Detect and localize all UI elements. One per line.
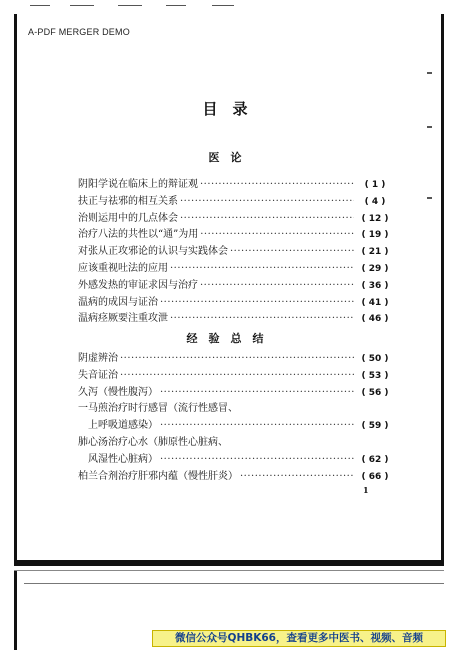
leader-dots [230, 244, 354, 261]
toc-list-medical-essays [78, 177, 394, 328]
scan-mark [427, 197, 432, 199]
entry-page: ( 53 ) [361, 370, 389, 381]
toc-list-experience-summary [78, 351, 394, 485]
entry-title: 阴阳学说在临床上的辩证观 [78, 179, 198, 190]
toc-entry[interactable] [78, 435, 394, 452]
entry-page: ( 36 ) [361, 280, 389, 291]
entry-title: 温病痉厥要注重攻泄 [78, 313, 168, 325]
toc-entry[interactable] [78, 261, 394, 278]
toc-entry[interactable] [78, 469, 394, 486]
leader-dots [200, 177, 354, 194]
leader-dots [120, 368, 354, 385]
toc-entry[interactable] [78, 311, 394, 328]
entry-page: ( 19 ) [361, 230, 389, 241]
entry-page: ( 29 ) [361, 263, 389, 274]
toc-entry[interactable] [78, 244, 394, 261]
entry-page: ( 12 ) [361, 213, 389, 224]
entry-title: 肺心汤治疗心水（肺原性心脏病、 [78, 436, 228, 448]
leader-dots [170, 261, 354, 278]
separator [70, 5, 94, 6]
watermark-text: A-PDF MERGER DEMO [28, 27, 130, 37]
leader-dots [200, 278, 354, 295]
scan-mark [427, 72, 432, 74]
leader-dots [160, 385, 354, 402]
leader-dots [170, 311, 354, 328]
leader-dots [180, 211, 354, 228]
entry-page: ( 41 ) [361, 297, 389, 308]
leader-dots [120, 351, 354, 368]
top-toolbar-strip [0, 0, 450, 12]
separator [118, 5, 142, 6]
entry-page: ( 56 ) [361, 387, 389, 398]
page-separator [14, 570, 444, 571]
page-title: 目 录 [202, 100, 248, 118]
entry-title: 柏兰合剂治疗肝邪内蕴（慢性肝炎） [78, 470, 238, 482]
entry-title: 扶正与祛邪的相互关系 [78, 195, 178, 207]
next-page-edge [14, 571, 17, 650]
separator [212, 5, 234, 6]
leader-dots [160, 295, 354, 312]
leader-dots [160, 418, 354, 435]
scan-mark [427, 126, 432, 128]
toc-entry[interactable] [78, 227, 394, 244]
toc-entry[interactable] [78, 368, 394, 385]
entry-title: 失音证治 [78, 369, 118, 381]
entry-title: 温病的成因与证治 [78, 296, 158, 308]
toc-entry[interactable] [78, 278, 394, 295]
divider [24, 583, 444, 584]
entry-page: ( 4 ) [364, 196, 386, 207]
separator [166, 5, 186, 6]
toc-entry[interactable] [78, 385, 394, 402]
entry-page: ( 66 ) [361, 471, 389, 482]
entry-title: 对张从正攻邪论的认识与实践体会 [78, 246, 228, 258]
entry-title: 久泻（慢性腹泻） [78, 386, 158, 398]
entry-page: ( 59 ) [361, 421, 389, 432]
entry-page: ( 46 ) [361, 314, 389, 325]
entry-title: 外感发热的审证求因与治疗 [78, 279, 198, 291]
leader-dots [180, 194, 354, 211]
leader-dots [200, 227, 354, 244]
section-heading: 医 论 [208, 151, 242, 164]
toc-entry[interactable] [78, 418, 394, 435]
entry-title: 阴虚辨治 [78, 353, 118, 364]
entry-page: ( 62 ) [361, 454, 389, 465]
toc-entry[interactable] [78, 452, 394, 469]
entry-page: ( 1 ) [364, 180, 386, 190]
toc-entry[interactable] [78, 177, 394, 194]
toc-entry[interactable] [78, 194, 394, 211]
section-heading: 经 验 总 结 [186, 332, 264, 345]
entry-title: 上呼吸道感染） [78, 420, 158, 432]
separator [30, 5, 50, 6]
toc-entry[interactable] [78, 295, 394, 312]
entry-title: 治疗八法的共性以“通”为用 [78, 229, 199, 241]
toc-entry[interactable] [78, 401, 394, 418]
page-number: 1 [363, 485, 369, 495]
leader-dots [240, 469, 354, 486]
entry-title: 治则运用中的几点体会 [78, 212, 178, 224]
entry-title: 风湿性心脏病） [78, 453, 158, 465]
entry-title: 应该重视吐法的应用 [78, 262, 168, 274]
toc-entry[interactable] [78, 351, 394, 368]
entry-title: 一马煎治疗时行感冒（流行性感冒、 [78, 403, 238, 415]
entry-page: ( 21 ) [361, 247, 389, 258]
promo-banner: 微信公众号QHBK66，查看更多中医书、视频、音频 [152, 630, 446, 647]
toc-entry[interactable] [78, 211, 394, 228]
leader-dots [160, 452, 354, 469]
entry-page: ( 50 ) [361, 354, 389, 364]
